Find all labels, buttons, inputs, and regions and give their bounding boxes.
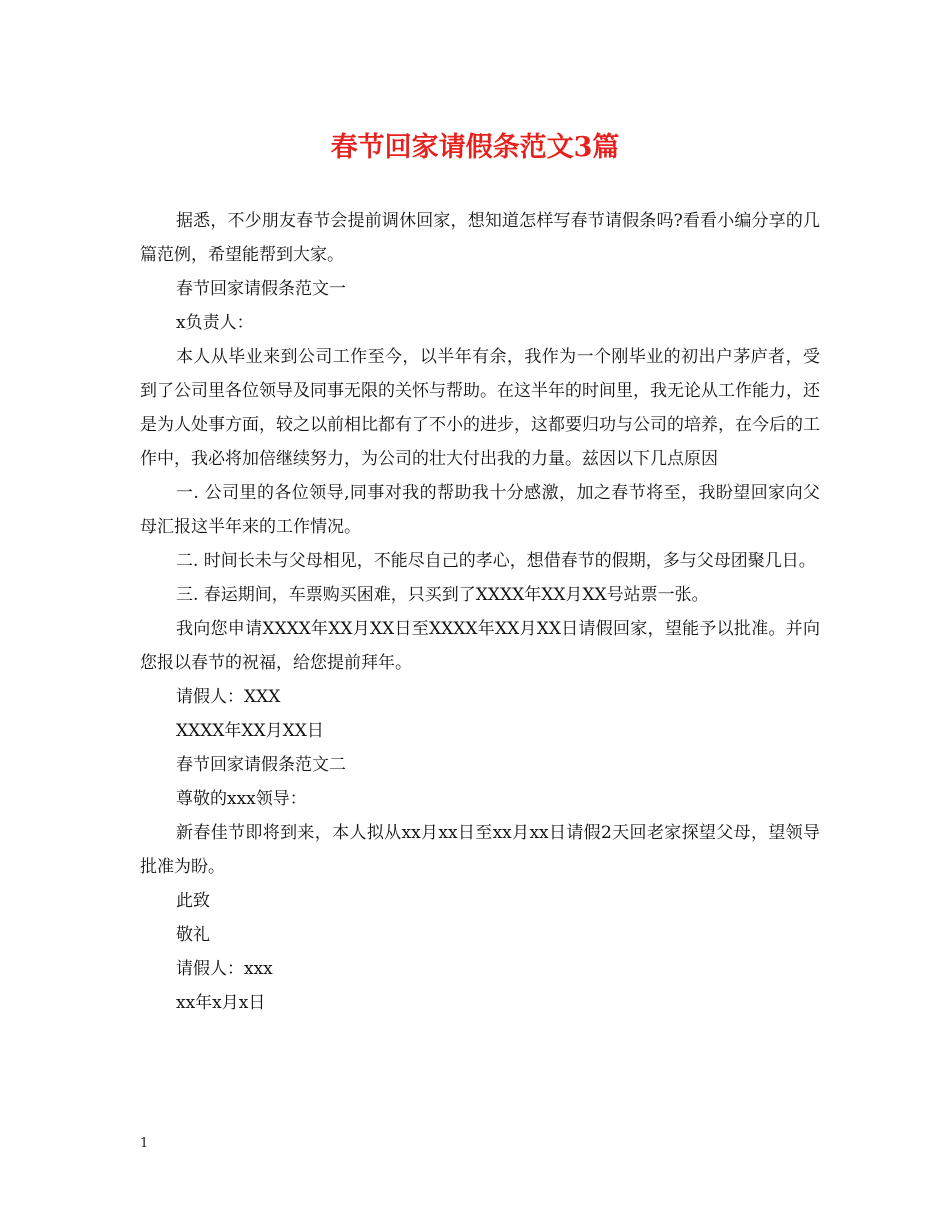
document-body	[140, 204, 820, 1020]
date-two: xx年x月x日	[176, 993, 266, 1013]
paragraph-main-one: 本人从毕业来到公司工作至今，以半年有余，我作为一个刚毕业的初出户茅庐者，受到了公司里各位领导及同事无限的关怀与帮助。在这半年的时间里，我无论从工作能力，还是为人处事方面，较之以前相比都有了不小的进步，这都要归功与公司的培养，在今后的工作中，我必将加倍继续努力，为公司的壮大付出我的力量。兹因以下几点原因	[140, 347, 820, 469]
signature-one: 请假人：XXX	[176, 687, 281, 707]
closing-salute: 敬礼	[176, 925, 210, 945]
date-one: XXXX年XX月XX日	[176, 721, 324, 741]
salutation-one: x负责人：	[176, 313, 254, 333]
salutation-two: 尊敬的xxx领导：	[176, 789, 307, 809]
page-number: 1	[140, 1136, 149, 1151]
paragraph-intro: 据悉，不少朋友春节会提前调休回家，想知道怎样写春节请假条吗?看看小编分享的几篇范例，希望能帮到大家。	[140, 211, 820, 265]
reason-one: 一. 公司里的各位领导,同事对我的帮助我十分感激，加之春节将至，我盼望回家向父母汇报这半年来的工作情况。	[140, 483, 820, 537]
closing-phrase: 此致	[176, 891, 210, 911]
page-title: 春节回家请假条范文3篇	[330, 132, 620, 163]
reason-two: 二. 时间长未与父母相见，不能尽自己的孝心，想借春节的假期，多与父母团聚几日。	[176, 551, 816, 571]
reason-three: 三. 春运期间，车票购买困难，只买到了XXXX年XX月XX号站票一张。	[176, 585, 709, 605]
signature-two: 请假人：xxx	[176, 959, 273, 979]
section-heading-two: 春节回家请假条范文二	[176, 755, 346, 775]
request-paragraph: 我向您申请XXXX年XX月XX日至XXXX年XX月XX日请假回家，望能予以批准。并向您报以春节的祝福，给您提前拜年。	[140, 619, 820, 673]
paragraph-main-two: 新春佳节即将到来，本人拟从xx月xx日至xx月xx日请假2天回老家探望父母，望领导批准为盼。	[140, 823, 820, 877]
section-heading-one: 春节回家请假条范文一	[176, 279, 346, 299]
